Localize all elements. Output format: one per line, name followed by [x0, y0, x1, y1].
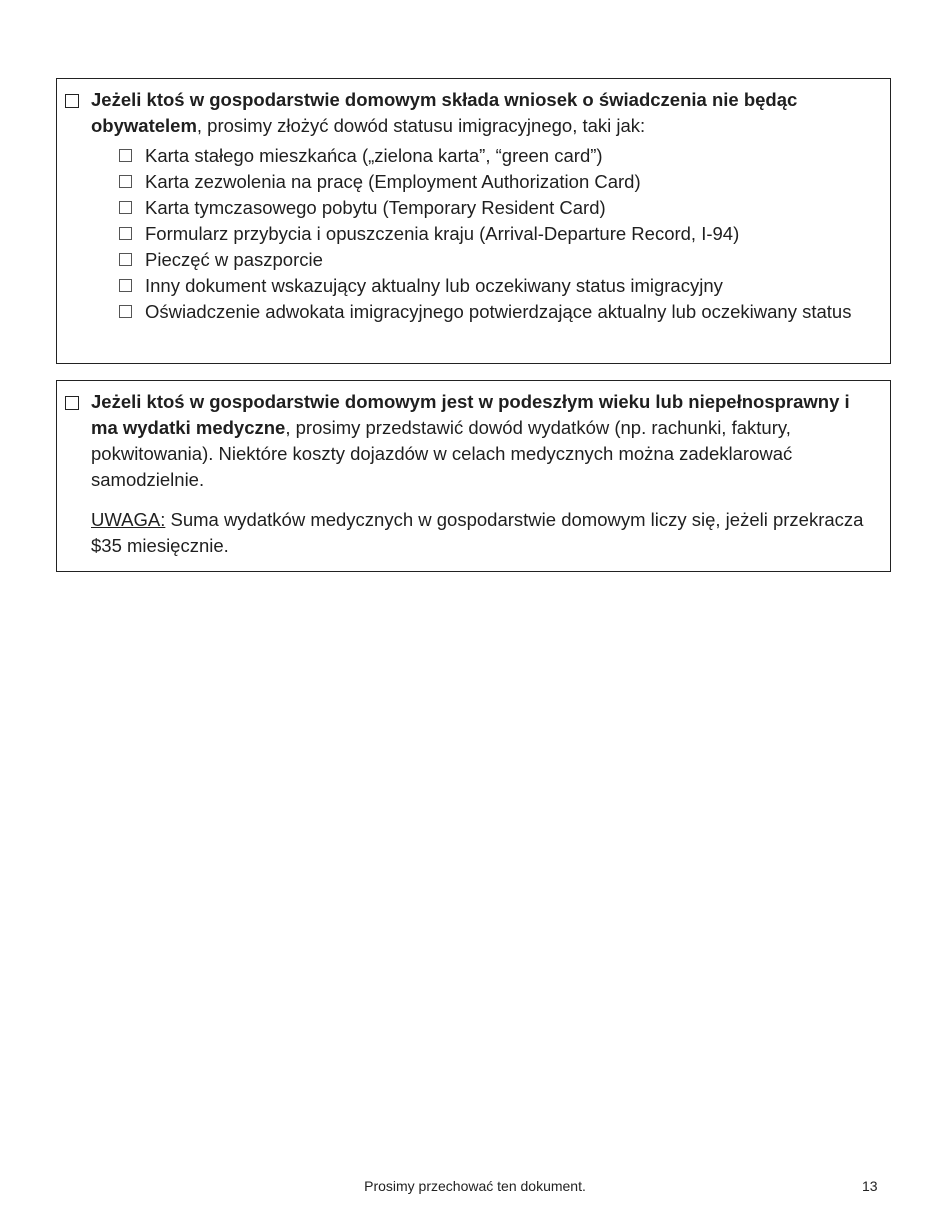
item-checkbox[interactable]	[119, 253, 132, 266]
list-item	[119, 169, 864, 195]
item-checkbox[interactable]	[119, 201, 132, 214]
list-item	[119, 195, 864, 221]
note-label: UWAGA:	[91, 509, 166, 530]
list-item	[119, 247, 864, 273]
item-label: Inny dokument wskazujący aktualny lub oczekiwany status imigracyjny	[145, 275, 723, 296]
immigration-checkbox[interactable]	[65, 94, 79, 108]
note-text: Suma wydatków medycznych w gospodarstwie domowym liczy się, jeżeli przekracza $35 miesięcznie.	[91, 509, 864, 556]
item-label: Formularz przybycia i opuszczenia kraju (Arrival-Departure Record, I-94)	[145, 223, 740, 244]
immigration-intro-bold: Jeżeli ktoś w gospodarstwie domowym składa wniosek o świadczenia nie będąc obywatelem	[91, 89, 798, 136]
medical-intro	[91, 389, 871, 493]
item-label: Karta zezwolenia na pracę (Employment Authorization Card)	[145, 171, 641, 192]
list-item	[119, 299, 864, 325]
list-item	[119, 221, 864, 247]
page-number: 13	[862, 1178, 878, 1194]
immigration-intro	[91, 87, 871, 139]
item-checkbox[interactable]	[119, 175, 132, 188]
immigration-document-list	[119, 143, 864, 325]
medical-intro-bold: Jeżeli ktoś w gospodarstwie domowym jest w podeszłym wieku lub niepełnosprawny i ma wydatki medyczne	[91, 391, 850, 438]
footer-text: Prosimy przechować ten dokument.	[364, 1178, 586, 1194]
item-checkbox[interactable]	[119, 279, 132, 292]
medical-checkbox[interactable]	[65, 396, 79, 410]
medical-intro-rest: , prosimy przedstawić dowód wydatków (np. rachunki, faktury, pokwitowania). Niektóre koszty dojazdów w celach medycznych można zadeklarować samodzielnie.	[91, 417, 793, 490]
item-label: Karta tymczasowego pobytu (Temporary Resident Card)	[145, 197, 606, 218]
list-item	[119, 143, 864, 169]
immigration-intro-rest: , prosimy złożyć dowód statusu imigracyjnego, taki jak:	[196, 115, 646, 136]
medical-expenses-section	[56, 380, 891, 572]
list-item	[119, 273, 864, 299]
item-checkbox[interactable]	[119, 149, 132, 162]
item-label: Karta stałego mieszkańca („zielona karta”, “green card”)	[145, 145, 603, 166]
item-label: Pieczęć w paszporcie	[145, 249, 323, 270]
immigration-documents-section	[56, 78, 891, 364]
item-checkbox[interactable]	[119, 305, 132, 318]
item-label: Oświadczenie adwokata imigracyjnego potwierdzające aktualny lub oczekiwany status	[145, 301, 852, 322]
medical-note	[91, 507, 871, 559]
item-checkbox[interactable]	[119, 227, 132, 240]
